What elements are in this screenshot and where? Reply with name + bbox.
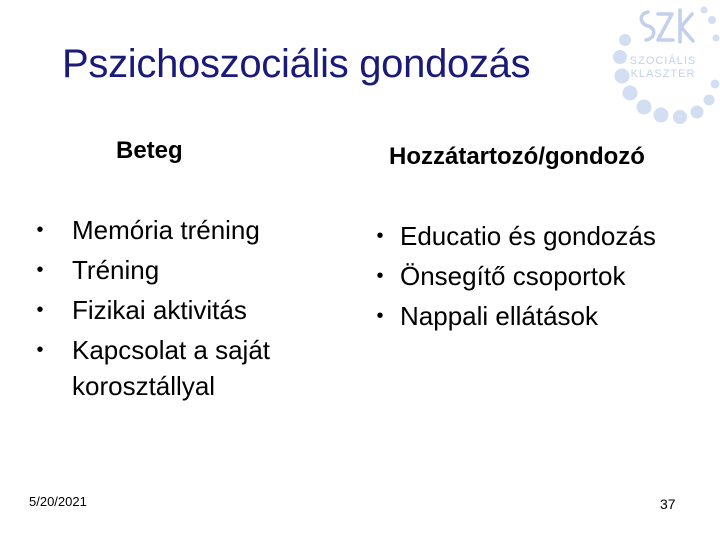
list-item — [28, 250, 328, 290]
list-item — [28, 330, 328, 404]
bullet-text: Memória tréning — [72, 215, 260, 245]
bullet-text: Nappali ellátások — [400, 301, 599, 331]
bullet-text: Educatio és gondozás — [400, 221, 656, 251]
bullet-text: Kapcsolat a saját korosztállyal — [72, 335, 271, 401]
logo-text-line1: SZOCIÁLIS — [629, 55, 697, 67]
list-item — [28, 290, 328, 330]
szk-logo-icon — [600, 0, 720, 130]
logo-text-line2: KLASZTER — [630, 68, 696, 80]
list-item — [370, 296, 710, 336]
list-item — [370, 216, 710, 256]
slide-title: Pszichoszociális gondozás — [62, 42, 531, 86]
bullet-text: Önsegítő csoportok — [400, 261, 626, 291]
bullet-icon: • — [36, 299, 44, 321]
left-column-heading: Beteg — [116, 137, 183, 164]
left-bullet-list — [28, 210, 328, 404]
bullet-icon: • — [36, 339, 44, 361]
bullet-text: Fizikai aktivitás — [72, 295, 247, 325]
bullet-icon: • — [376, 265, 384, 287]
bullet-icon: • — [376, 225, 384, 247]
bullet-text: Tréning — [72, 255, 160, 285]
bullet-icon: • — [376, 305, 384, 327]
list-item — [28, 210, 328, 250]
bullet-icon: • — [36, 259, 44, 281]
page-number: 37 — [660, 496, 676, 512]
bullet-icon: • — [36, 219, 44, 241]
footer-date: 5/20/2021 — [29, 494, 87, 509]
list-item — [370, 256, 710, 296]
right-column-heading: Hozzátartozó/gondozó — [389, 143, 645, 170]
right-bullet-list — [370, 216, 710, 336]
